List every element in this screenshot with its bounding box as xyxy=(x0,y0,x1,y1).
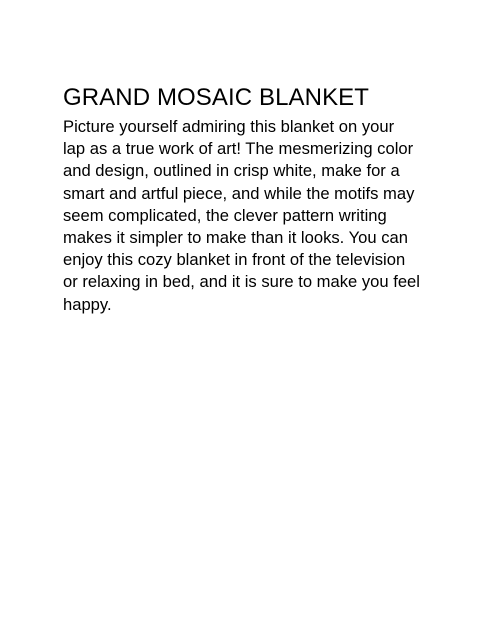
paragraph-line: Picture yourself admiring this blanket on your xyxy=(63,117,395,136)
paragraph-line: or relaxing in bed, and it is sure to make you feel xyxy=(63,272,420,292)
paragraph-line: seem complicated, the clever pattern writing xyxy=(63,205,387,225)
paragraph-line: enjoy this cozy blanket in front of the television xyxy=(63,250,406,270)
document-title: GRAND MOSAIC BLANKET xyxy=(63,84,370,111)
paragraph-line: happy. xyxy=(63,294,112,314)
paragraph-line: and design, outlined in crisp white, make for a xyxy=(63,161,400,181)
paragraph-line: makes it simpler to make than it looks. You can xyxy=(63,228,408,248)
document-body-paragraph xyxy=(63,116,443,316)
paragraph-line: smart and artful piece, and while the motifs may xyxy=(63,183,415,203)
document-content xyxy=(63,84,443,316)
paragraph-line: lap as a true work of art! The mesmerizing color xyxy=(63,139,414,159)
